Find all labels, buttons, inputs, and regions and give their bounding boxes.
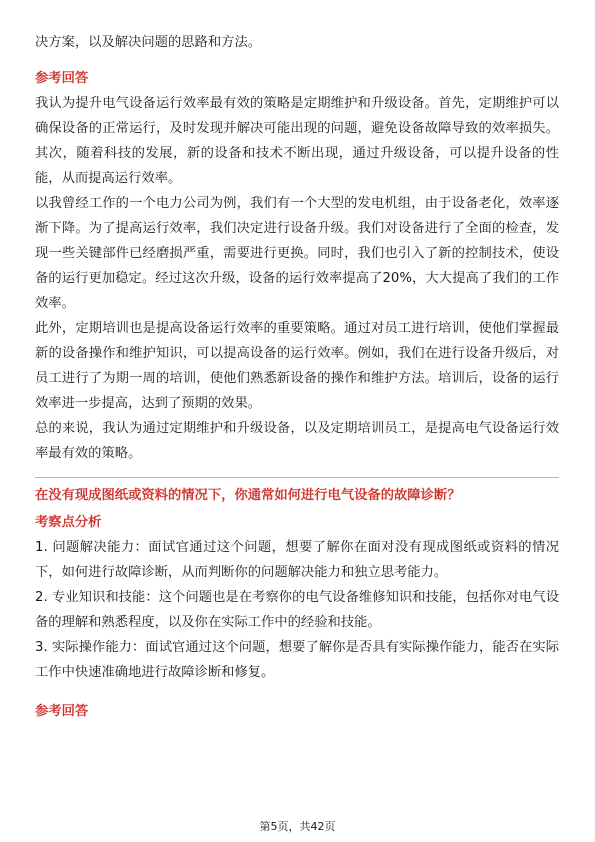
intro-tail-text: 决方案，以及解决问题的思路和方法。: [35, 35, 262, 50]
analysis-point: 3. 实际操作能力：面试官通过这个问题，想要了解你是否具有实际操作能力，能否在实际工作中快速准确地进行故障诊断和修复。: [35, 640, 559, 680]
answer-label: 参考回答: [35, 71, 89, 86]
answer-paragraph: 此外，定期培训也是提高设备运行效率的重要策略。通过对员工进行培训，使他们掌握最新的设备操作和维护知识，可以提高设备的运行效率。例如，我们在进行设备升级后，对员工进行了为期一周的培训，使他们熟悉新设备的操作和维护方法。培训后，设备的运行效率进一步提高，达到了预期的效果。: [35, 321, 559, 411]
answer-paragraph: 我认为提升电气设备运行效率最有效的策略是定期维护和升级设备。首先，定期维护可以确保设备的正常运行，及时发现并解决可能出现的问题，避免设备故障导致的效率损失。其次，随着科技的发展，新的设备和技术不断出现，通过升级设备，可以提升设备的性能，从而提高运行效率。: [35, 96, 559, 186]
page-footer: 第5页，共42页: [259, 820, 336, 833]
answer-paragraph: 以我曾经工作的一个电力公司为例，我们有一个大型的发电机组，由于设备老化，效率逐渐下降。为了提高运行效率，我们决定进行设备升级。我们对设备进行了全面的检查，发现一些关键部件已经磨损严重，需要进行更换。同时，我们也引入了新的控制技术，使设备的运行更加稳定。经过这次升级，设备的运行效率提高了20%，大大提高了我们的工作效率。: [35, 196, 559, 311]
analysis-point: 2. 专业知识和技能：这个问题也是在考察你的电气设备维修知识和技能，包括你对电气设备的理解和熟悉程度，以及你在实际工作中的经验和技能。: [35, 590, 559, 630]
analysis-point: 1. 问题解决能力：面试官通过这个问题，想要了解你在面对没有现成图纸或资料的情况下，如何进行故障诊断，从而判断你的问题解决能力和独立思考能力。: [35, 540, 559, 580]
analysis-label: 考察点分析: [35, 515, 102, 530]
document-page: [35, 30, 559, 723]
answer-label: 参考回答: [35, 704, 89, 719]
section-divider: [35, 477, 559, 478]
question-title: 在没有现成图纸或资料的情况下，你通常如何进行电气设备的故障诊断？: [35, 488, 461, 503]
answer-paragraph: 总的来说，我认为通过定期维护和升级设备，以及定期培训员工，是提高电气设备运行效率最有效的策略。: [35, 421, 559, 461]
